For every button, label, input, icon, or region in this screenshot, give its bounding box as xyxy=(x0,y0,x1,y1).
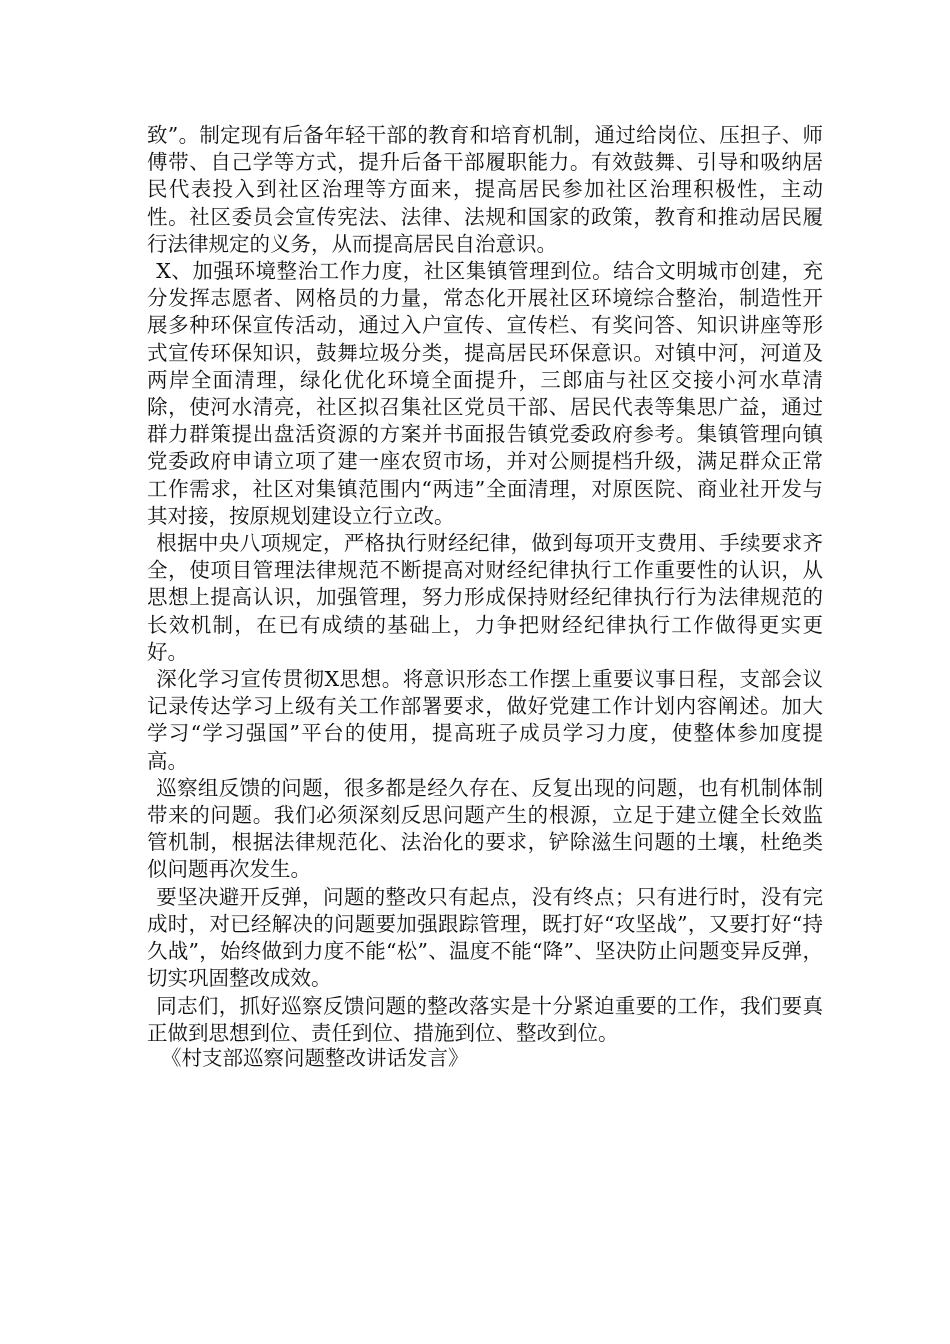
document-title-footer: 《村支部巡察问题整改讲话发言》 xyxy=(161,1046,469,1070)
paragraph-7: 同志们，抓好巡察反馈问题的整改落实是十分紧迫重要的工作，我们要真正做到思想到位、责任到位、措施到位、整改到位。 xyxy=(147,993,823,1045)
paragraph-3: 根据中央八项规定，严格执行财经纪律，做到每项开支费用、手续要求齐全，使项目管理法律规范不断提高对财经纪律执行工作重要性的认识，从思想上提高认识，加强管理，努力形成保持财经纪律执行行为法律规范的长效机制，在已有成绩的基础上，力争把财经纪律执行工作做得更实更好。 xyxy=(147,531,823,664)
document-body xyxy=(147,122,823,1047)
paragraph-6: 要坚决避开反弹，问题的整改只有起点，没有终点；只有进行时，没有完成时，对已经解决的问题要加强跟踪管理，既打好“攻坚战”，又要打好“持久战”，始终做到力度不能“松”、温度不能“降”、坚决防止问题变异反弹，切实巩固整改成效。 xyxy=(147,884,823,991)
paragraph-4: 深化学习宣传贯彻X思想。将意识形态工作摆上重要议事日程，支部会议记录传达学习上级有关工作部署要求，做好党建工作计划内容阐述。加大学习“学习强国”平台的使用，提高班子成员学习力度，使整体参加度提高。 xyxy=(147,667,823,773)
paragraph-1: 致”。制定现有后备年轻干部的教育和培育机制，通过给岗位、压担子、师傅带、自己学等方式，提升后备干部履职能力。有效鼓舞、引导和吸纳居民代表投入到社区治理等方面来，提高居民参加社区治理积极性，主动性。社区委员会宣传宪法、法律、法规和国家的政策，教育和推动居民履行法律规定的义务，从而提高居民自治意识。 xyxy=(147,123,823,256)
paragraph-2: X、加强环境整治工作力度，社区集镇管理到位。结合文明城市创建，充分发挥志愿者、网格员的力量，常态化开展社区环境综合整治，制造性开展多种环保宣传活动，通过入户宣传、宣传栏、有奖问答、知识讲座等形式宣传环保知识，鼓舞垃圾分类，提高居民环保意识。对镇中河，河道及两岸全面清理，绿化优化环境全面提升，三郎庙与社区交接小河水草清除，使河水清亮，社区拟召集社区党员干部、居民代表等集思广益，通过群力群策提出盘活资源的方案并书面报告镇党委政府参考。集镇管理向镇党委政府申请立项了建一座农贸市场，并对公厕提档升级，满足群众正常工作需求，社区对集镇范围内“两违”全面清理，对原医院、商业社开发与其对接，按原规划建设立行立改。 xyxy=(147,259,823,528)
paragraph-5: 巡察组反馈的问题，很多都是经久存在、反复出现的问题，也有机制体制带来的问题。我们必须深刻反思问题产生的根源，立足于建立健全长效监管机制，根据法律规范化、法治化的要求，铲除滋生问题的土壤，杜绝类似问题再次发生。 xyxy=(147,775,823,882)
